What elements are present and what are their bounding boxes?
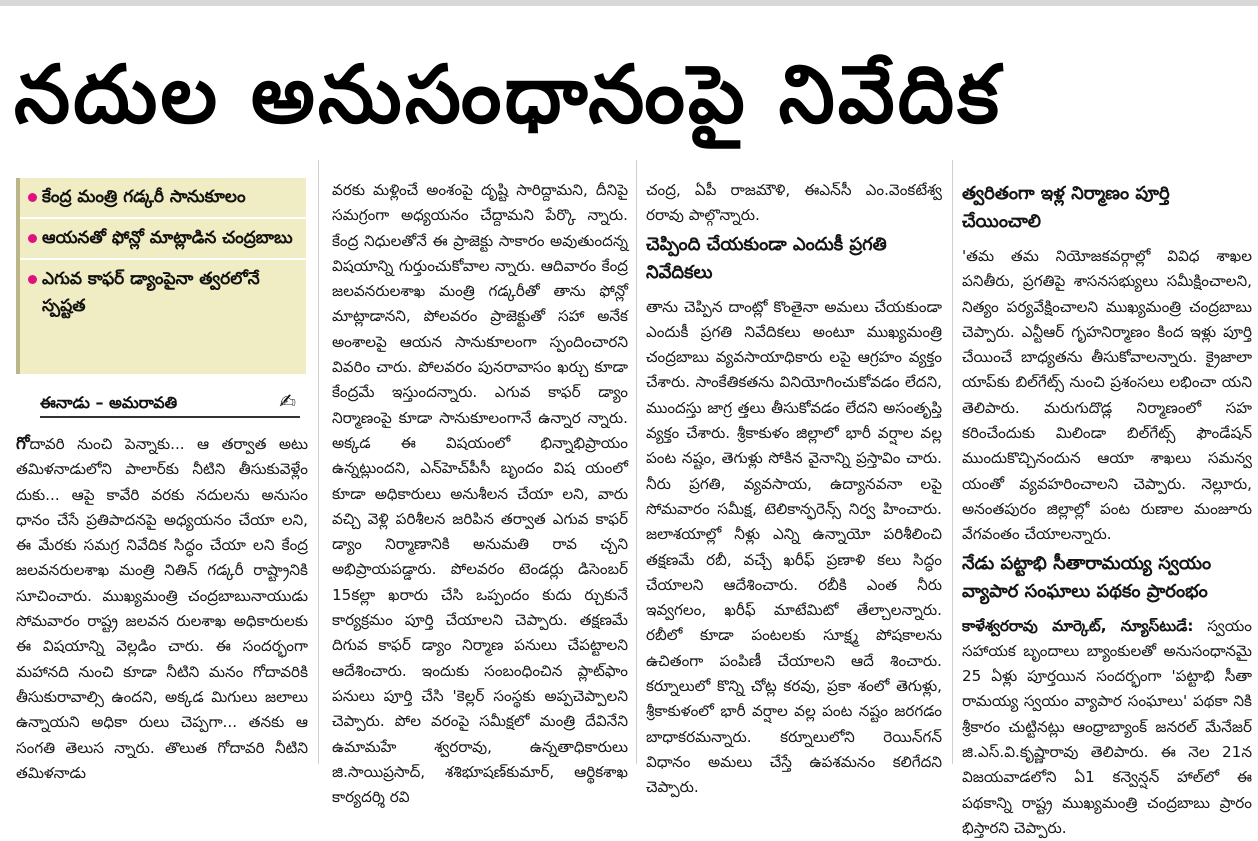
bullet-dot-icon <box>28 275 37 284</box>
highlight-text: ఆయనతో ఫోన్లో మాట్లాడిన చంద్రబాబు <box>42 228 293 248</box>
article-text: వరకు మళ్లించే అంశంపై దృష్టి సారిద్దామని, దీనిపై సమగ్రంగా అధ్యయనం చేద్దామని పేర్కొ న్నారు. కేంద్ర నిధులతోనే ఈ ప్రాజెక్టు సాకారం అవుతుందన్న విషయాన్ని గుర్తుంచుకోవాల న్నారు. ఆదివారం కేంద్ర జలవనరులశాఖ మంత్రి గడ్కరీతో తాను ఫోన్లో మాట్లాడానని, పోలవరం ప్రాజెక్టుతో సహా అనేక అంశాలపై ఆయన సానుకూలంగా స్పందించారని వివరిం చారు. పోలవరం పునరావాసం ఖర్చు కూడా కేంద్రమే ఇస్తుందన్నారు. ఎగువ కాఫర్ డ్యాం నిర్మాణంపై కూడా సానుకూలంగానే ఉన్నార న్నారు. అక్కడ ఈ విషయంలో భిన్నాభిప్రాయం ఉన్నట్లుందని, ఎన్‌హెచ్‌పీసీ బృందం విష యంలో కూడా అధికారులు అనుశీలన చేయా లని, వారు వచ్చి వెళ్లి పరిశీలన జరిపిన తర్వాత ఎగువ కాఫర్ డ్యాం నిర్మాణానికి అనుమతి రావ చ్చని అభిప్రాయపడ్డారు. పోలవరం టెండర్లు డిసెంబర్ 15కల్లా ఖరారు చేసి ఒప్పందం కుదు ర్చుకునే కార్యక్రమం పూర్తి చేయాలని చెప్పారు. తక్షణమే దిగువ కాఫర్ డ్యాం నిర్మాణ పనులు చేపట్టాలని ఆదేశించారు. ఇందుకు సంబంధించిన ప్లాట్‌ఫాం పనులు పూర్తి చేసి 'కెల్లర్ సంస్థకు అప్పచెప్పాలని చెప్పారు. పోల వరంపై సమీక్షలో మంత్రి దేవినేని ఉమామహే శ్వరరావు, ఉన్నతాధికారులు జి.సాయిప్రసాద్, శశిభూషణ్‌కుమార్, ఆర్థికశాఖ కార్యదర్శి రవి <box>332 181 628 807</box>
article-paragraph <box>16 432 308 786</box>
bullet-dot-icon <box>28 193 37 202</box>
article-text: స్వయం సహాయక బృందాలు బ్యాంకులతో అనుసంధానమై 25 ఏళ్లు పూర్తయిన సందర్భంగా 'పట్టాభి సీతా రామయ్య స్వయం వ్యాపార సంఘాలు' పథకా నికి శ్రీకారం చుట్టినట్లు ఆంధ్రాబ్యాంక్ జనరల్ మేనేజర్ జి.ఎస్.వి.కృష్ణారావు తెలిపారు. ఈ నెల 21న విజయవాడలోని ఏ1 కన్వెన్షన్ హాల్‌లో ఈ పథకాన్ని రాష్ట్ర ముఖ్యమంత్రి చంద్రబాబు ప్రారం భిస్తారని చెప్పారు. <box>962 616 1252 837</box>
column-divider <box>636 160 637 764</box>
top-rule <box>0 0 1258 6</box>
article-paragraph <box>962 614 1252 841</box>
article-text: చంద్ర, ఏపీ రాజమౌళి, ఈఎన్‌సీ ఎం.వెంకటేశ్వ రరావు పాల్గొన్నారు. <box>646 181 942 225</box>
article-text: తాను చెప్పిన దాంట్లో కొంతైనా అమలు చేయకుండా ఎందుకీ ప్రగతి నివేదికలు అంటూ ముఖ్యమంత్రి చంద్రబాబు వ్యవసాయాధికారు లపై ఆగ్రహం వ్యక్తం చేశారు. సాంకేతికతను వినియోగించుకోవడం లేదని, ముందస్తు జాగ్ర త్తలు తీసుకోవడం లేదని అసంతృప్తి వ్యక్తం చేశారు. శ్రీకాకుళం జిల్లాలో భారీ వర్షాల వల్ల పంట నష్టం, తెగుళ్లు సోకిన వైనాన్ని ప్రస్తావిం చారు. నీరు ప్రగతి, వ్యవసాయ, ఉద్యానవనా లపై సోమవారం సమీక్ష, టెలికాన్ఫరెన్స్ నిర్వ హించారు. జలాశయాల్లో నీళ్లు ఎన్ని ఉన్నాయో పరిశీలించి తక్షణమే రబీ, వచ్చే ఖరీఫ్ ప్రణాళి కలు సిద్ధం చేయాలని ఆదేశించారు. రబీకి ఎంత నీరు ఇవ్వగలం, ఖరీఫ్ మాటేమిటో తేల్చాలన్నారు. రబీలో కూడా పంటలకు సూక్ష్మ పోషకాలను ఉచితంగా పంపిణీ చేయాలని ఆదే శించారు. కర్నూలులో కొన్ని చోట్ల కరవు, ప్రకా శంలో తెగుళ్లు, శ్రీకాకుళంలో భారీ వర్షాల వల్ల పంట నష్టం జరగడం బాధాకరమన్నారు. కర్నూలులోని రెయిన్‌గన్ విధానం అమలు చేస్తే ఉపశమనం కలిగేదని చెప్పారు. <box>646 297 942 797</box>
highlight-text: కేంద్ర మంత్రి గడ్కరీ సానుకూలం <box>42 187 246 207</box>
headline: నదుల అనుసంధానంపై నివేదిక <box>14 48 1002 141</box>
article-text: 'తమ తమ నియోజకవర్గాల్లో వివిధ శాఖల పనితీరు, ప్రగతిపై శాసనసభ్యులు సమీక్షించాలని, నిత్యం పర్యవేక్షించాలని ముఖ్యమంత్రి చంద్రబాబు చెప్పారు. ఎన్టీఆర్ గృహనిర్మాణం కింద ఇళ్లు పూర్తి చేయించే బాధ్యతను తీసుకోవాలన్నారు. క్రైజాలా యాప్‌కు బిల్‌గేట్స్ నుంచి ప్రశంసలు లభించా యని తెలిపారు. మరుగుదొడ్ల నిర్మాణంలో సహ కరించేందుకు మిలిండా బిల్‌గేట్స్ ఫౌండేషన్ ముందుకొచ్చినందున ఆయా శాఖలు సమన్వ యంతో వ్యవహరించాలని చెప్పారు. నెల్లూరు, అనంతపురం జిల్లాల్లో పంట రుణాల మంజూరు వేగవంతం చేయాలన్నారు. <box>962 247 1252 544</box>
article-column-1 <box>16 432 308 782</box>
subheading: త్వరితంగా ఇళ్ల నిర్మాణం పూర్తి చేయించాలి <box>962 183 1170 232</box>
dateline-lead: కాళేశ్వరరావు మార్కెట్, న్యూస్‌టుడే: <box>962 616 1194 635</box>
column-divider <box>952 160 953 764</box>
subheading: నేడు పట్టాభి సీతారామయ్య స్వయం వ్యాపార సంఘాలు పథకం ప్రారంభం <box>962 552 1212 602</box>
bullet-dot-icon <box>28 234 37 243</box>
article-column-2 <box>332 178 628 807</box>
dateline <box>40 390 300 418</box>
dateline-text: ఈనాడు – అమరావతి <box>40 393 178 412</box>
highlight-item <box>20 178 306 219</box>
article-column-3 <box>646 178 942 797</box>
highlight-item <box>20 260 306 326</box>
dropcap: గో <box>16 434 30 454</box>
highlights-box <box>16 178 306 374</box>
column-divider <box>318 160 319 764</box>
subheading: చెప్పింది చేయకుండా ఎందుకీ ప్రగతి నివేదికలు <box>646 233 887 283</box>
pen-icon: ✍ <box>279 389 296 413</box>
article-column-4 <box>962 178 1252 837</box>
highlight-item <box>20 219 306 260</box>
article-text: దావరి నుంచి పెన్నాకు... ఆ తర్వాత అటు తమిళనాడులోని పాలార్‌కు నీటిని తీసుకువెళ్లేం దుకు... ఆపై కావేరి వరకు నదులను అనుసం ధానం చేసే ప్రతిపాదనపై అధ్యయనం చేయా లని, ఈ మేరకు సమగ్ర నివేదిక సిద్ధం చేయా లని కేంద్ర జలవనరులశాఖ మంత్రి నితిన్ గడ్కరీ రాష్ట్రానికి సూచించారు. ముఖ్యమంత్రి చంద్రబాబునాయుడు సోమవారం రాష్ట్ర జలవన రులశాఖ అధికారులకు ఈ విషయాన్ని వెల్లడిం చారు. ఈ సందర్భంగా మహానది నుంచి కూడా నీటిని మనం గోదావరికి తీసుకురావాల్సి ఉందని, అక్కడ మిగులు జలాలు ఉన్నాయని అధికా రులు చెప్పగా... తనకు ఆ సంగతి తెలుస న్నారు. తొలుత గోదావరి నీటిని తమిళనాడు <box>16 435 308 782</box>
highlight-text: ఎగువ కాఫర్ డ్యాంపైనా త్వరలోనే స్పష్టత <box>42 269 260 316</box>
